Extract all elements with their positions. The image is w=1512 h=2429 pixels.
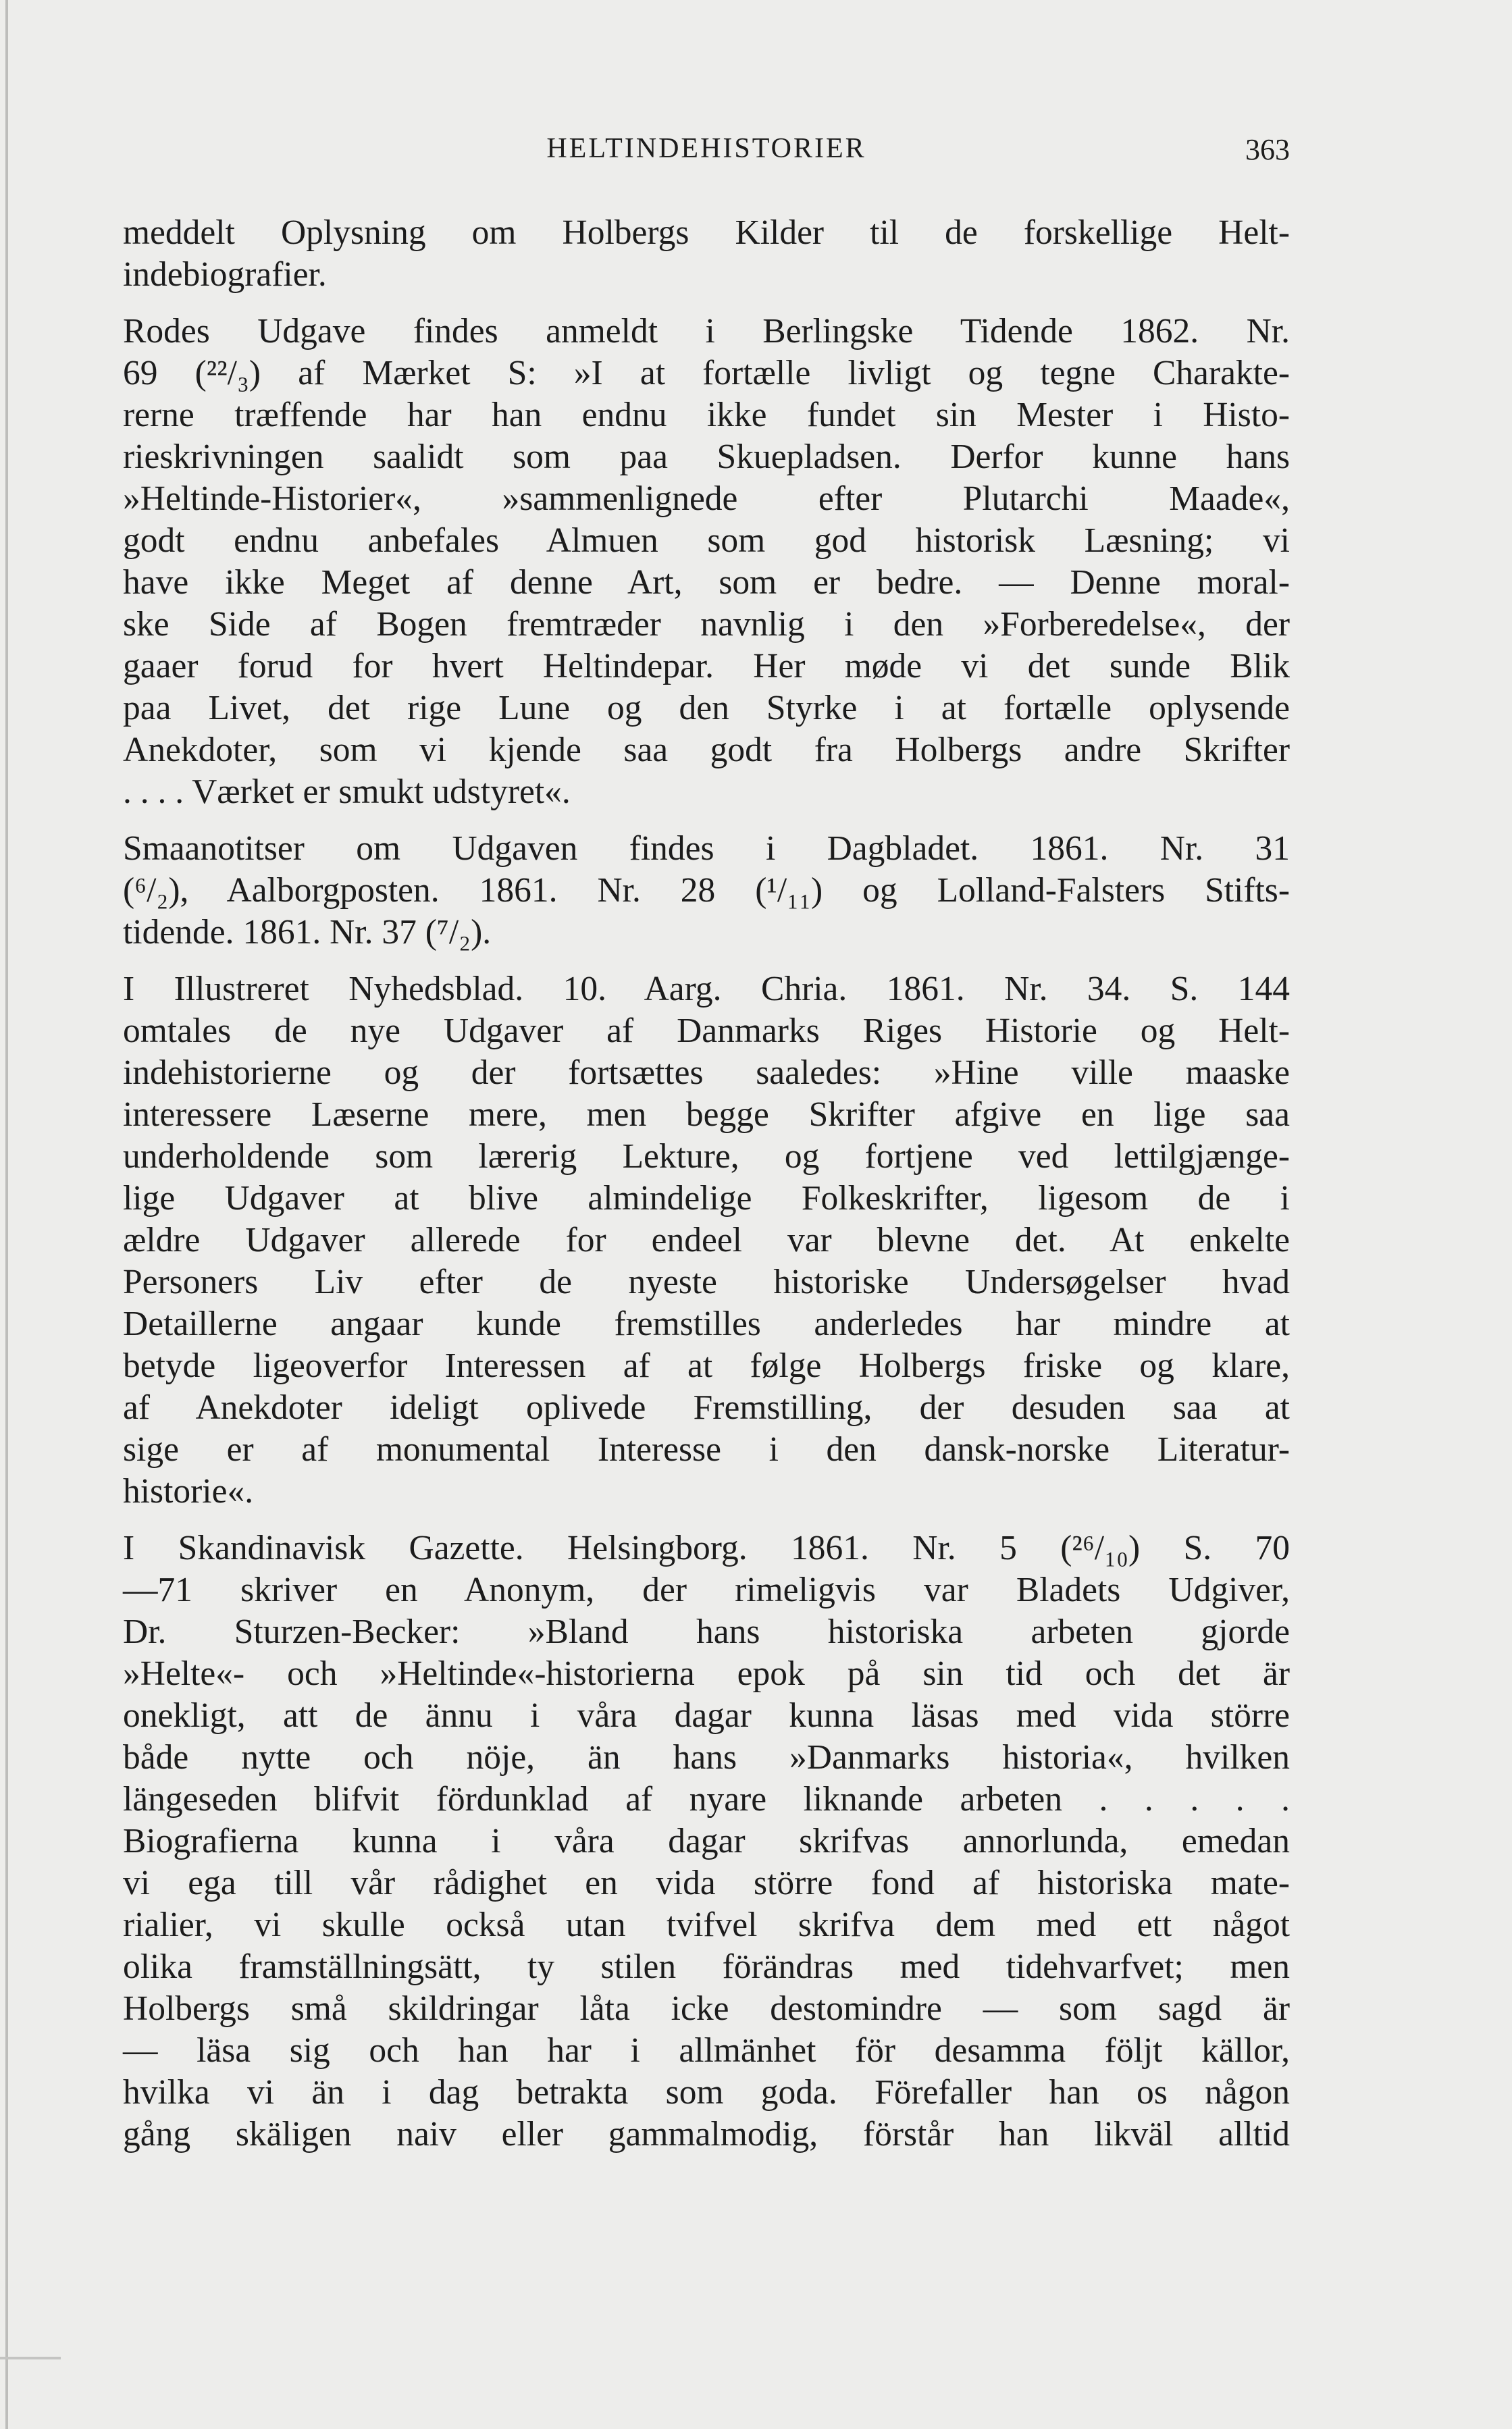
text-line: ske Side af Bogen fremtræder navnlig i den »Forberedelse«, der <box>123 605 1290 644</box>
text-line: meddelt Oplysning om Holbergs Kilder til de forskellige Helt- <box>123 213 1290 252</box>
text-line: interessere Læserne mere, men begge Skrifter afgive en lige saa <box>123 1095 1290 1134</box>
text-line: (⁶/₂), Aalborgposten. 1861. Nr. 28 (¹/₁₁) og Lolland-Falsters Stifts- <box>123 871 1290 910</box>
body-text <box>123 212 1290 2156</box>
text-line: Dr. Sturzen-Becker: »Bland hans historiska arbeten gjorde <box>123 1613 1290 1651</box>
text-line: omtales de nye Udgaver af Danmarks Riges Historie og Helt- <box>123 1012 1290 1050</box>
page-edge <box>5 0 8 2429</box>
text-line: godt endnu anbefales Almuen som god historisk Læsning; vi <box>123 521 1290 560</box>
text-line: indehistorierne og der fortsættes saaledes: »Hine ville maaske <box>123 1053 1290 1092</box>
text-line: indebiografier. <box>123 255 327 294</box>
text-line: I Skandinavisk Gazette. Helsingborg. 1861. Nr. 5 (²⁶/₁₀) S. 70 <box>123 1529 1290 1567</box>
text-line: Personers Liv efter de nyeste historiske Undersøgelser hvad <box>123 1263 1290 1301</box>
text-line: Holbergs små skildringar låta icke destomindre — som sagd är <box>123 1989 1290 2028</box>
text-line: »Helte«- och »Heltinde«-historierna epok på sin tid och det är <box>123 1654 1290 1693</box>
text-line: Anekdoter, som vi kjende saa godt fra Holbergs andre Skrifter <box>123 731 1290 769</box>
page-header <box>123 132 1290 173</box>
text-line: vi ega till vår rådighet en vida större fond af historiska mate- <box>123 1864 1290 1902</box>
text-line: onekligt, att de ännu i våra dagar kunna läsas med vida större <box>123 1696 1290 1735</box>
text-line: Rodes Udgave findes anmeldt i Berlingske Tidende 1862. Nr. <box>123 312 1290 350</box>
text-line: paa Livet, det rige Lune og den Styrke i at fortælle oplysende <box>123 689 1290 727</box>
page-number: 363 <box>1245 133 1290 166</box>
text-line: gaaer forud for hvert Heltindepar. Her møde vi det sunde Blik <box>123 647 1290 685</box>
page-edge-mark <box>0 2357 61 2359</box>
text-line: underholdende som lærerig Lekture, og fortjene ved lettilgjænge- <box>123 1137 1290 1176</box>
text-line: rieskrivningen saalidt som paa Skuepladsen. Derfor kunne hans <box>123 438 1290 476</box>
text-line: af Anekdoter ideligt oplivede Fremstilling, der desuden saa at <box>123 1388 1290 1427</box>
text-line: betyde ligeoverfor Interessen af at følge Holbergs friske og klare, <box>123 1347 1290 1385</box>
text-line: . . . . Værket er smukt udstyret«. <box>123 773 571 811</box>
text-line: sige er af monumental Interesse i den dansk-norske Literatur- <box>123 1430 1290 1469</box>
text-line: längeseden blifvit fördunklad af nyare liknande arbeten . . . . . <box>123 1780 1290 1819</box>
text-line: rerne træffende har han endnu ikke fundet sin Mester i Histo- <box>123 396 1290 434</box>
text-line: tidende. 1861. Nr. 37 (⁷/₂). <box>123 913 492 951</box>
text-line: gång skäligen naiv eller gammalmodig, förstår han likväl alltid <box>123 2115 1290 2153</box>
text-line: ældre Udgaver allerede for endeel var blevne det. At enkelte <box>123 1221 1290 1259</box>
text-line: Smaanotitser om Udgaven findes i Dagbladet. 1861. Nr. 31 <box>123 829 1290 868</box>
text-line: Biografierna kunna i våra dagar skrifvas annorlunda, emedan <box>123 1822 1290 1860</box>
text-line: 69 (²²/₃) af Mærket S: »I at fortælle livligt og tegne Charakte- <box>123 354 1290 392</box>
text-line: historie«. <box>123 1472 254 1511</box>
running-title: HELTINDEHISTORIER <box>546 133 866 164</box>
text-line: »Heltinde-Historier«, »sammenlignede efter Plutarchi Maade«, <box>123 479 1290 518</box>
text-line: rialier, vi skulle också utan tvifvel skrifva dem med ett något <box>123 1906 1290 1944</box>
text-line: olika framställningsätt, ty stilen förändras med tidehvarfvet; men <box>123 1948 1290 1986</box>
text-line: — läsa sig och han har i allmänhet för desamma följt källor, <box>123 2031 1290 2070</box>
text-line: have ikke Meget af denne Art, som er bedre. — Denne moral- <box>123 563 1290 602</box>
text-line: hvilka vi än i dag betrakta som goda. Förefaller han os någon <box>123 2073 1290 2112</box>
text-line: —71 skriver en Anonym, der rimeligvis var Bladets Udgiver, <box>123 1571 1290 1609</box>
text-line: I Illustreret Nyhedsblad. 10. Aarg. Chria. 1861. Nr. 34. S. 144 <box>123 970 1290 1008</box>
text-line: lige Udgaver at blive almindelige Folkeskrifter, ligesom de i <box>123 1179 1290 1218</box>
text-line: Detaillerne angaar kunde fremstilles anderledes har mindre at <box>123 1305 1290 1343</box>
text-line: både nytte och nöje, än hans »Danmarks historia«, hvilken <box>123 1738 1290 1777</box>
